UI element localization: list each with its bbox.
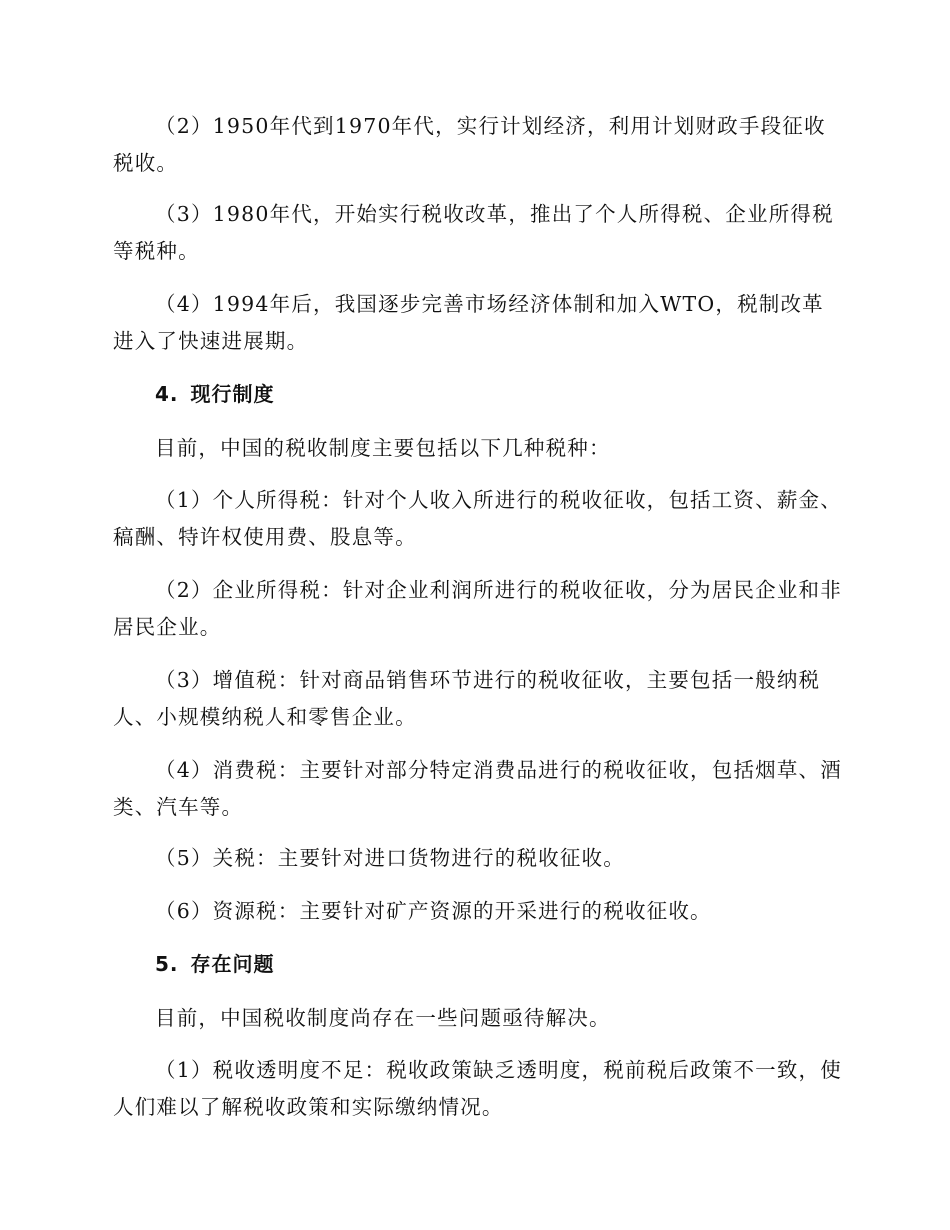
history-paragraph-3: （3）1980年代，开始实行税收改革，推出了个人所得税、企业所得税等税种。 — [113, 202, 834, 263]
section4-intro: 目前，中国的税收制度主要包括以下几种税种： — [155, 436, 611, 460]
section5-intro: 目前，中国税收制度尚存在一些问题亟待解决。 — [155, 1006, 611, 1030]
section-heading-current-system — [155, 376, 275, 413]
history-paragraph-4: （4）1994年后，我国逐步完善市场经济体制和加入WTO，税制改革进入了快速进展期。 — [113, 292, 824, 353]
tax-item-corporate-income: （2）企业所得税：针对企业利润所进行的税收征收，分为居民企业和非居民企业。 — [113, 578, 842, 639]
tax-item-resource: （6）资源税：主要针对矿产资源的开采进行的税收征收。 — [155, 899, 712, 923]
tax-item-personal-income: （1）个人所得税：针对个人收入所进行的税收征收，包括工资、薪金、稿酬、特许权使用费、股息等。 — [113, 488, 842, 549]
section-heading-existing-problems — [155, 946, 275, 983]
history-paragraph-2: （2）1950年代到1970年代，实行计划经济，利用计划财政手段征收税收。 — [113, 114, 826, 175]
tax-item-consumption: （4）消费税：主要针对部分特定消费品进行的税收征收，包括烟草、酒类、汽车等。 — [113, 758, 842, 819]
section-title: 存在问题 — [190, 952, 275, 976]
tax-item-vat: （3）增值税：针对商品销售环节进行的税收征收，主要包括一般纳税人、小规模纳税人和零售企业。 — [113, 668, 821, 729]
section-number: 5. — [155, 952, 179, 976]
tax-item-customs: （5）关税：主要针对进口货物进行的税收征收。 — [155, 846, 625, 870]
problem-item-transparency: （1）税收透明度不足：税收政策缺乏透明度，税前税后政策不一致，使人们难以了解税收政策和实际缴纳情况。 — [113, 1058, 842, 1119]
section-number: 4. — [155, 382, 179, 406]
section-title: 现行制度 — [190, 382, 275, 406]
